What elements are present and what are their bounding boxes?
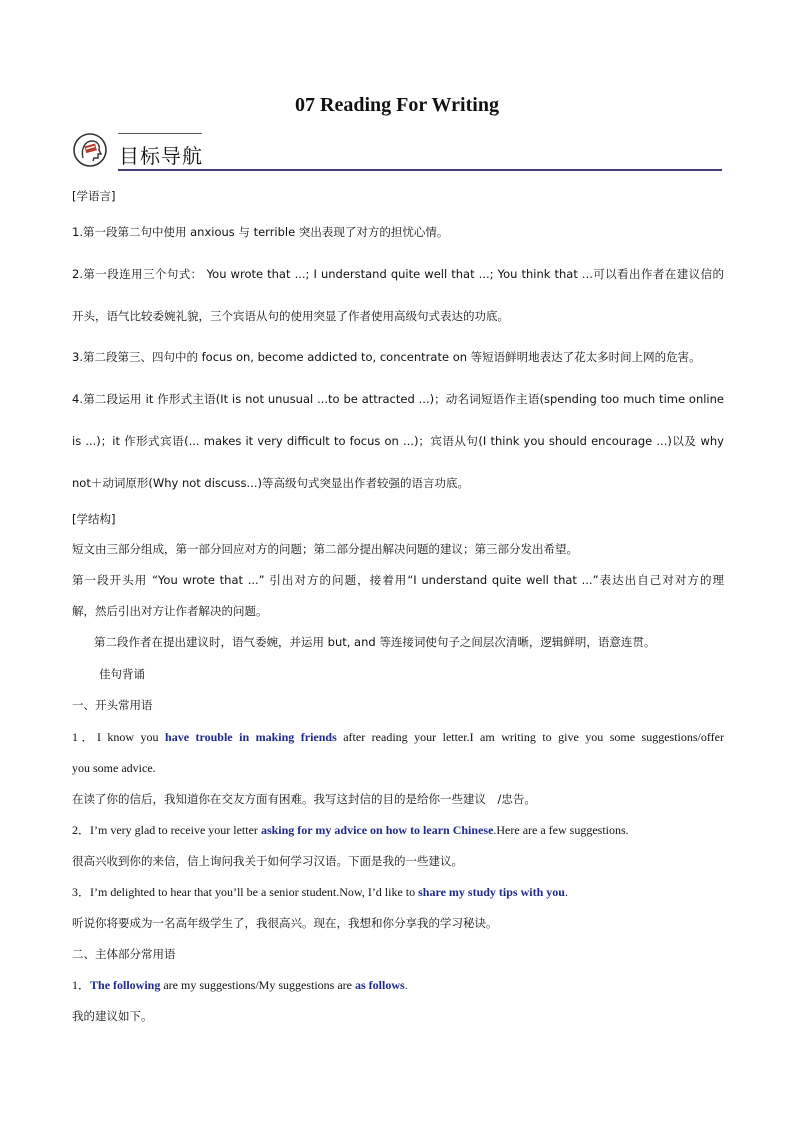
example-2	[72, 823, 724, 837]
section-label-structure: [学结构]	[72, 512, 116, 526]
example-4	[72, 978, 724, 992]
paragraph-4-line-2: is ...)；it 作形式宾语(... makes it very difficult to focus on ...)；宾语从句(I think you should encourage ...)以及 why	[72, 434, 724, 448]
reading-head-icon	[72, 132, 108, 168]
example-4-highlight-1: The following	[90, 978, 161, 992]
heading-body: 二、主体部分常用语	[72, 947, 176, 961]
header-divider	[118, 169, 722, 171]
structure-line-2a: 第一段开头用 “You wrote that ...” 引出对方的问题，接着用“I understand quite well that ...”表达出自己对对方的理	[72, 573, 724, 587]
example-3-translation: 听说你将要成为一名高年级学生了，我很高兴。现在，我想和你分享我的学习秘诀。	[72, 916, 498, 930]
section-label-language: [学语言]	[72, 189, 116, 203]
example-1-highlight: have trouble in making friends	[165, 730, 337, 744]
example-4-middle: are my suggestions/My suggestions are	[160, 978, 356, 992]
paragraph-4-line-3: not＋动词原形(Why not discuss...)等高级句式突显出作者较强的语言功底。	[72, 476, 469, 490]
example-2-highlight: asking for my advice on how to learn Chinese	[260, 823, 494, 837]
example-4-highlight-2: as follows	[355, 978, 405, 992]
example-1-line-1	[72, 730, 724, 744]
example-3-highlight: share my study tips with you	[418, 885, 565, 899]
header-top-line	[118, 133, 202, 134]
example-1-prefix: 1．I know you	[72, 730, 166, 744]
page-title: 07 Reading For Writing	[295, 94, 499, 116]
example-2-translation: 很高兴收到你的来信，信上询问我关于如何学习汉语。下面是我的一些建议。	[72, 854, 463, 868]
paragraph-2-line-1: 2.第一段连用三个句式： You wrote that ...; I understand quite well that ...; You think that ...可以看出作者在建议信的	[72, 267, 724, 281]
example-1-suffix: after reading your letter.I am writing to give you some suggestions/offer	[336, 730, 724, 744]
example-3-suffix: .	[564, 885, 568, 899]
paragraph-3: 3.第二段第三、四句中的 focus on, become addicted to, concentrate on 等短语鲜明地表达了花太多时间上网的危害。	[72, 350, 701, 364]
section-label-sentences: 佳句背诵	[99, 667, 145, 681]
paragraph-2-line-2: 开头，语气比较委婉礼貌，三个宾语从句的使用突显了作者使用高级句式表达的功底。	[72, 309, 509, 323]
example-2-suffix: .Here are a few suggestions.	[493, 823, 629, 837]
heading-opening: 一、开头常用语	[72, 698, 153, 712]
example-1-translation: 在读了你的信后，我知道你在交友方面有困难。我写这封信的目的是给你一些建议 /忠告。	[72, 792, 536, 806]
structure-line-2b: 解，然后引出对方让作者解决的问题。	[72, 604, 268, 618]
example-2-prefix: 2．I’m very glad to receive your letter	[72, 823, 261, 837]
paragraph-4-line-1: 4.第二段运用 it 作形式主语(It is not unusual ...to be attracted ...)；动名词短语作主语(spending too much time online	[72, 392, 724, 406]
example-4-prefix: 1．	[72, 978, 91, 992]
example-3-prefix: 3．I’m delighted to hear that you’ll be a senior student.Now, I’d like to	[72, 885, 419, 899]
section-nav-header	[72, 128, 722, 174]
structure-line-3: 第二段作者在提出建议时，语气委婉，并运用 but, and 等连接词使句子之间层次清晰，逻辑鲜明，语意连贯。	[94, 635, 656, 649]
example-1-line-2: you some advice.	[72, 761, 156, 775]
section-title: 目标导航	[119, 144, 203, 168]
example-3	[72, 885, 724, 899]
example-4-translation: 我的建议如下。	[72, 1009, 153, 1023]
example-4-suffix: .	[404, 978, 408, 992]
paragraph-1: 1.第一段第二句中使用 anxious 与 terrible 突出表现了对方的担忧心情。	[72, 225, 449, 239]
structure-line-1: 短文由三部分组成，第一部分回应对方的问题；第二部分提出解决问题的建议；第三部分发出希望。	[72, 542, 578, 556]
